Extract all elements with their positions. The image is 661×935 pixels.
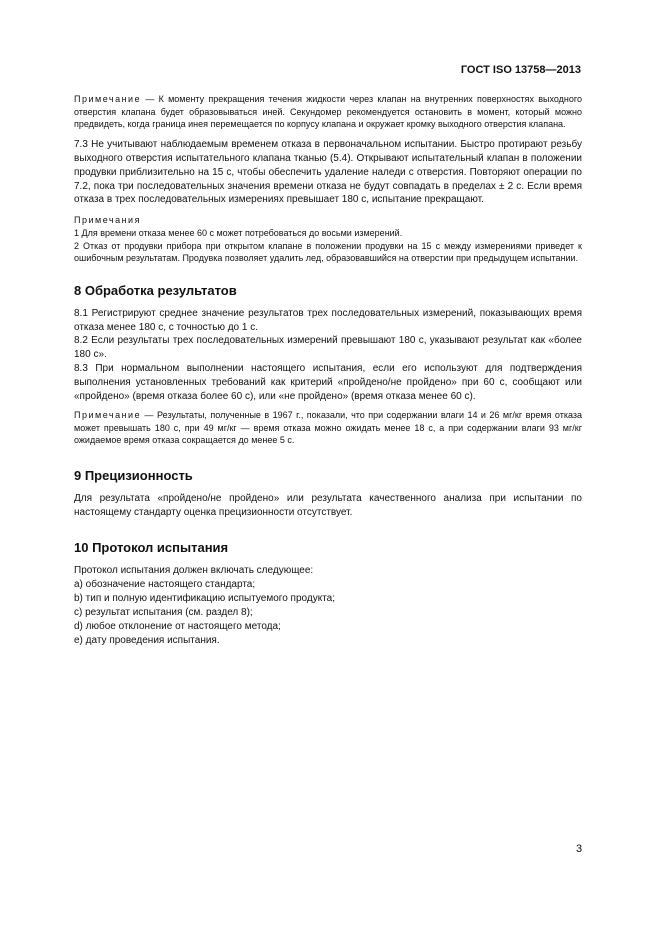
list-item: d) любое отклонение от настоящего метода; — [74, 620, 281, 632]
section-8-title: 8 Обработка результатов — [74, 282, 237, 298]
list-item: a) обозначение настоящего стандарта; — [74, 579, 256, 591]
note-paragraph — [74, 93, 582, 131]
notes-block — [74, 214, 582, 264]
notes-item-1: 1 Для времени отказа менее 60 с может потребоваться до восьми измерений. — [74, 227, 403, 238]
section-8-note — [74, 409, 582, 447]
section-10-title: 10 Протокол испытания — [74, 540, 229, 556]
paragraph-8-2: 8.2 Если результаты трех последовательных измерений превышают 180 с, указывают результат как «более 180 с». — [74, 335, 582, 361]
section-8-note-text: — Результаты, полученные в 1967 г., показали, что при содержании влаги 14 и 26 мг/кг время отказа может превышать 180 с, при 49 мг/кг — время отказа можно ожидать менее 18 с, а при содержании влаги 93 мг/кг ожидаемое время отказа сокращается до менее 5 с. — [74, 409, 582, 446]
paragraph-8-3: 8.3 При нормальном выполнении настоящего испытания, если его используют для подтверждения выполнения установленных требований как критерий «пройдено/не пройдено» при 60 с, сообщают или «пройдено» (время отказа более 60 с), или «не пройдено» (время отказа менее 60 с). — [74, 363, 582, 403]
paragraph-8-1: 8.1 Регистрируют среднее значение результатов трех последовательных измерений, показывающих время отказа менее 180 с, с точностью до 1 с. — [74, 307, 582, 333]
protocol-list — [74, 564, 582, 647]
protocol-intro: Протокол испытания должен включать следующее: — [74, 565, 314, 577]
list-item: e) дату проведения испытания. — [74, 634, 220, 646]
page-content — [74, 93, 582, 648]
section-8-note-label: Примечание — [74, 409, 142, 420]
paragraph-9: Для результата «пройдено/не пройдено» или результата качественного анализа при испытании по настоящему стандарту оценка прецизионности отсутствует. — [74, 492, 582, 518]
note-text: — К моменту прекращения течения жидкости через клапан на внутренних поверхностях выходного отверстия клапана будет образовываться иней. Секундомер рекомендуется остановить в момент, который можно предвидеть, когда граница инея перемещается по корпусу клапана и окружает кромку выходного отверстия клапана. — [74, 94, 582, 130]
list-item: c) результат испытания (см. раздел 8); — [74, 607, 253, 619]
notes-item-2: 2 Отказ от продувки прибора при открытом клапане в положении продувки на 15 с между измерениями приведет к ошибочным результатам. Продувка позволяет удалить лед, образовавшийся на отверстии при предыдущем испытании. — [74, 240, 582, 264]
section-9-title: 9 Прецизионность — [74, 467, 193, 483]
note-label: Примечание — [74, 94, 142, 104]
paragraph-7-3: 7.3 Не учитывают наблюдаемым временем отказа в первоначальном испытании. Быстро протирают резьбу выходного отверстия испытательного клапана тканью (5.4). Открывают испытательный клапан в положении продувки приблизительно на 15 с, чтобы обеспечить удаление наледи с отверстия. Повторяют операции по 7.2, пока три последовательных значения времени отказа не будут совпадать в пределах ± 2 с. Если время отказа в трех последовательных измерениях превышает 180 с, испытание прекращают. — [74, 138, 582, 206]
page-number: 3 — [576, 843, 583, 855]
list-item: b) тип и полную идентификацию испытуемого продукта; — [74, 593, 336, 605]
document-code: ГОСТ ISO 13758—2013 — [460, 64, 581, 76]
notes-label: Примечания — [74, 215, 141, 226]
